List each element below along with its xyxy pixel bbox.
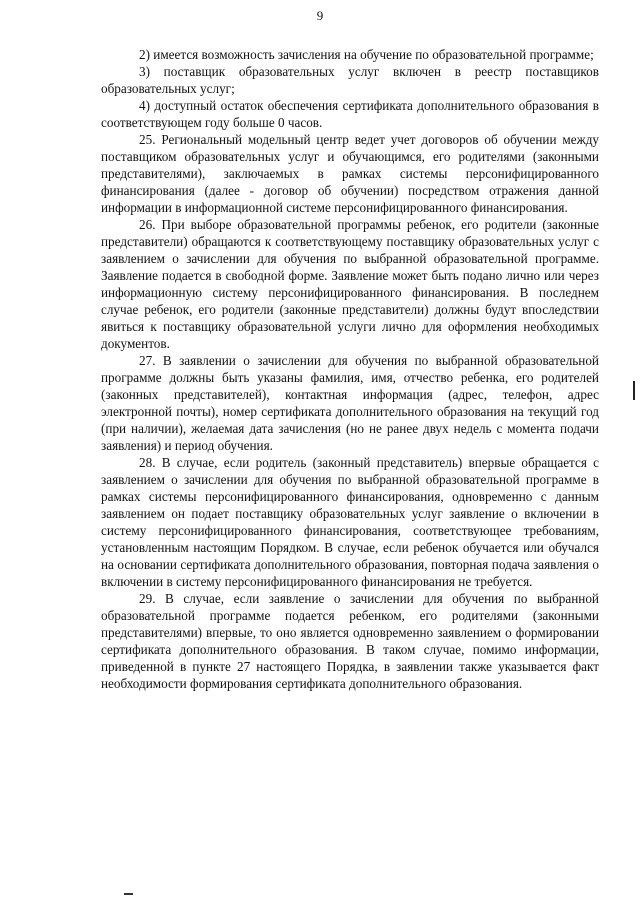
paragraph-item-2: 2) имеется возможность зачисления на обучение по образовательной программе; <box>139 47 594 62</box>
paragraph-25: 25. Региональный модельный центр ведет учет договоров об обучении между поставщиком образовательных услуг и обучающимся, его родителями (законными представителями), заключаемых в рамках системы персонифицированного финансирования (далее - договор об обучении) посредством отражения данной информации в информационной системе персонифицированного финансирования. <box>101 132 599 215</box>
paragraph-28: 28. В случае, если родитель (законный представитель) впервые обращается с заявлением о зачислении для обучения по выбранной образовательной программе в рамках системы персонифицированного финансирования, одновременно с данным заявлением он подает поставщику образовательных услуг заявление о включении в систему персонифицированного финансирования, соответствующее требованиям, установленным настоящим Порядком. В случае, если ребенок обучается или обучался на основании сертификата дополнительного образования, повторная подача заявления о включении в систему персонифицированного финансирования не требуется. <box>101 455 599 589</box>
page-number: 9 <box>316 8 324 23</box>
paragraph-29: 29. В случае, если заявление о зачислении для обучения по выбранной образовательной программе подается ребенком, его родителями (законными представителями) впервые, то оно является одновременно заявлением о формировании сертификата дополнительного образования. В таком случае, помимо информации, приведенной в пункте 27 настоящего Порядка, в заявлении также указывается факт необходимости формирования сертификата дополнительного образования. <box>101 591 599 691</box>
paragraph-item-3: 3) поставщик образовательных услуг включен в реестр поставщиков образовательных услуг; <box>101 64 599 96</box>
paragraph-26: 26. При выборе образовательной программы ребенок, его родители (законные представители) обращаются к соответствующему поставщику образовательных услуг с заявлением о зачислении для обучения по выбранной образовательной программе. Заявление подается в свободной форме. Заявление может быть подано лично или через информационную систему персонифицированного финансирования. В последнем случае ребенок, его родители (законные представители) должны будут впоследствии явиться к поставщику образовательной услуги лично для оформления необходимых документов. <box>101 217 599 351</box>
document-body <box>101 46 599 692</box>
paragraph-item-4: 4) доступный остаток обеспечения сертификата дополнительного образования в соответствующем году больше 0 часов. <box>101 98 599 130</box>
scan-artifact-mark <box>633 381 635 400</box>
scan-artifact-dash <box>124 893 133 895</box>
paragraph-27: 27. В заявлении о зачислении для обучения по выбранной образовательной программе должны быть указаны фамилия, имя, отчество ребенка, его родителей (законных представителей), контактная информация (адрес, телефон, адрес электронной почты), номер сертификата дополнительного образования на текущий год (при наличии), желаемая дата зачисления (но не ранее двух недель с момента подачи заявления) и период обучения. <box>101 353 599 453</box>
